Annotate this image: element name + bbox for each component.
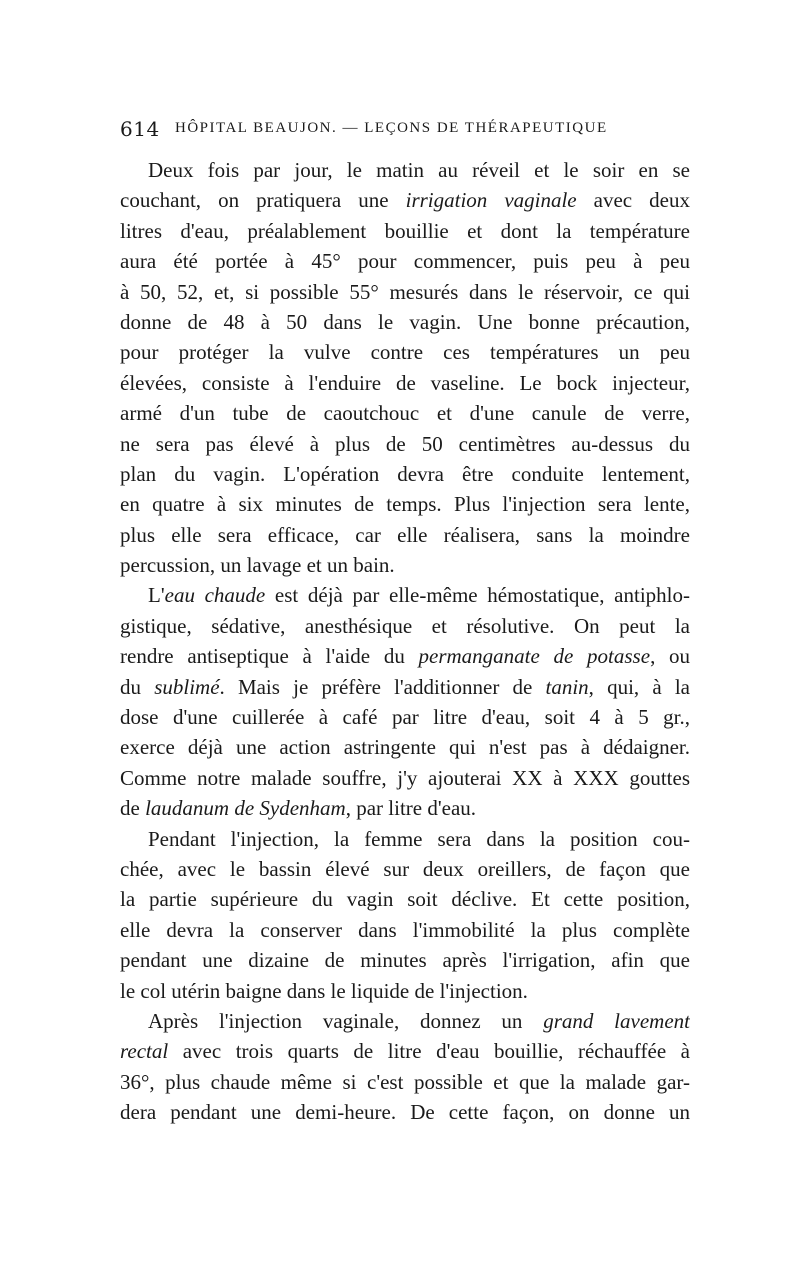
text-line [120, 763, 690, 793]
text-line [120, 1097, 690, 1127]
text-segment: pendant une dizaine de minutes après l'irrigation, afin que [120, 948, 690, 973]
text-line [120, 185, 690, 215]
text-line [120, 945, 690, 975]
text-line [120, 1036, 690, 1066]
italic-term: grand lavement [543, 1008, 690, 1033]
text-line [120, 580, 690, 610]
body-text [120, 155, 690, 1128]
text-line [120, 1006, 690, 1036]
text-line [120, 884, 690, 914]
text-line [120, 732, 690, 762]
text-segment: chée, avec le bassin élevé sur deux oreillers, de façon que [120, 856, 690, 881]
text-segment: aura été portée à 45° pour commencer, puis peu à peu [120, 249, 690, 274]
text-line [120, 702, 690, 732]
text-segment: . Mais je préfère l'additionner de [219, 674, 546, 699]
text-line [120, 277, 690, 307]
text-segment: , qui, à la [588, 674, 690, 699]
italic-term: tanin [545, 674, 589, 699]
text-segment: avec deux [576, 188, 690, 213]
text-segment: la partie supérieure du vagin soit déclive. Et cette position, [120, 887, 690, 912]
running-title: HÔPITAL BEAUJON. — LEÇONS DE THÉRAPEUTIQUE [175, 120, 608, 136]
text-segment: donne de 48 à 50 dans le vagin. Une bonne précaution, [120, 309, 690, 334]
text-line [120, 155, 690, 185]
text-segment: L' [148, 583, 165, 608]
text-segment: à 50, 52, et, si possible 55° mesurés dans le réservoir, ce qui [120, 279, 690, 304]
text-segment: pour protéger la vulve contre ces températures un peu [120, 340, 690, 365]
text-segment: Après l'injection vaginale, donnez un [148, 1008, 544, 1033]
text-segment: percussion, un lavage et un bain. [120, 553, 395, 578]
text-segment: le col utérin baigne dans le liquide de l'injection. [120, 978, 528, 1003]
text-segment: est déjà par elle-même hémostatique, antiphlo- [265, 583, 690, 608]
italic-term: irrigation vaginale [405, 188, 577, 213]
italic-term: rectal [120, 1039, 169, 1064]
text-line [120, 672, 690, 702]
text-segment: en quatre à six minutes de temps. Plus l'injection sera lente, [120, 492, 690, 517]
text-segment: gistique, sédative, anesthésique et résolutive. On peut la [120, 613, 690, 638]
text-segment: avec trois quarts de litre d'eau bouillie, réchauffée à [168, 1039, 690, 1064]
text-segment: Deux fois par jour, le matin au réveil et le soir en se [148, 158, 690, 182]
text-line [120, 398, 690, 428]
text-line [120, 520, 690, 550]
italic-term: laudanum de Sydenham [145, 796, 346, 821]
text-segment: plan du vagin. L'opération devra être conduite lentement, [120, 461, 690, 486]
text-segment: ne sera pas élevé à plus de 50 centimètres au-dessus du [120, 431, 690, 456]
text-segment: , ou [650, 644, 690, 669]
text-segment: armé d'un tube de caoutchouc et d'une canule de verre, [120, 401, 690, 426]
text-line [120, 976, 690, 1006]
text-segment: litres d'eau, préalablement bouillie et dont la température [120, 218, 690, 243]
text-line [120, 216, 690, 246]
italic-term: eau chaude [164, 583, 266, 608]
text-line [120, 641, 690, 671]
text-segment: plus elle sera efficace, car elle réalisera, sans la moindre [120, 522, 690, 547]
page-number: 614 [120, 117, 160, 141]
text-line [120, 429, 690, 459]
text-line [120, 1067, 690, 1097]
text-segment: dose d'une cuillerée à café par litre d'eau, soit 4 à 5 gr., [120, 705, 690, 730]
text-line [120, 307, 690, 337]
text-line [120, 854, 690, 884]
text-segment: élevées, consiste à l'enduire de vaseline. Le bock injecteur, [120, 370, 690, 395]
text-segment: exerce déjà une action astringente qui n'est pas à dédaigner. [120, 735, 690, 760]
text-segment: Comme notre malade souffre, j'y ajouterai XX à XXX gouttes [120, 765, 690, 790]
text-segment: 36°, plus chaude même si c'est possible et que la malade gar- [120, 1069, 690, 1094]
text-segment: du [120, 674, 155, 699]
text-segment: elle devra la conserver dans l'immobilité la plus complète [120, 917, 690, 942]
text-line [120, 337, 690, 367]
italic-term: sublimé [154, 674, 220, 699]
italic-term: permanganate de potasse [418, 644, 651, 669]
text-line [120, 915, 690, 945]
text-segment: , par litre d'eau. [345, 796, 477, 821]
text-line [120, 489, 690, 519]
text-line [120, 246, 690, 276]
text-segment: de [120, 796, 146, 821]
text-segment: Pendant l'injection, la femme sera dans la position cou- [148, 826, 690, 851]
text-line [120, 611, 690, 641]
text-segment: dera pendant une demi-heure. De cette façon, on donne un [120, 1100, 690, 1125]
text-segment: couchant, on pratiquera une [120, 188, 406, 213]
text-line [120, 793, 690, 823]
text-segment: rendre antiseptique à l'aide du [120, 644, 419, 669]
text-line [120, 368, 690, 398]
text-line [120, 459, 690, 489]
page-header [120, 117, 690, 143]
text-line [120, 824, 690, 854]
text-line [120, 550, 690, 580]
